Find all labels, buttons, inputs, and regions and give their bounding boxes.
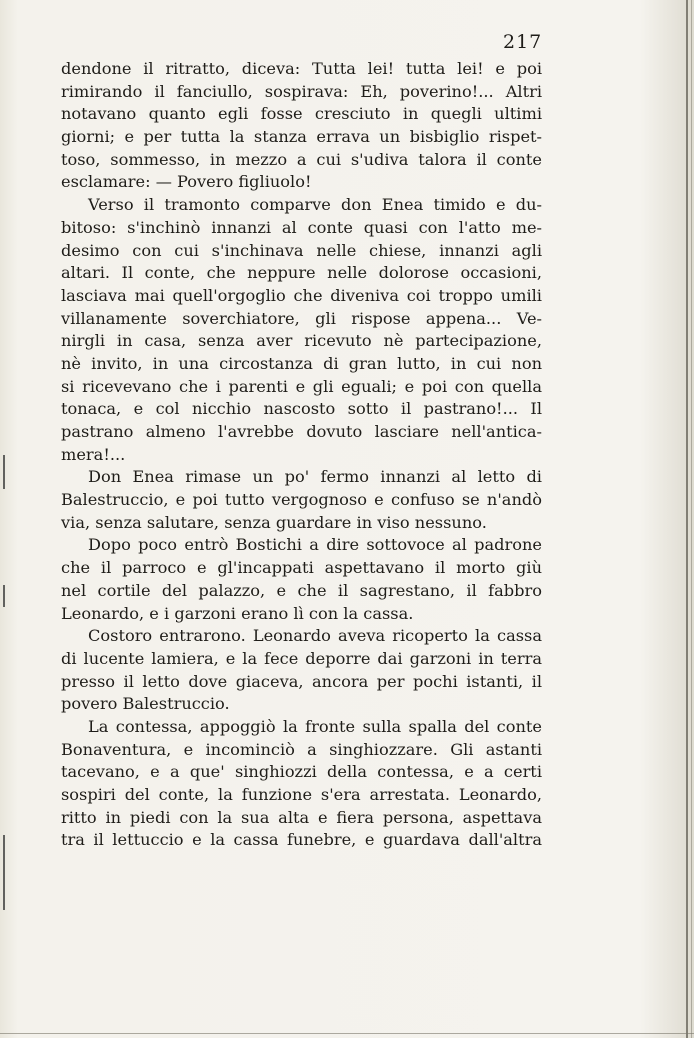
text-line: lasciava mai quell'orgoglio che diveniva coi troppo umili — [61, 285, 542, 305]
text-line: mera!... — [61, 444, 126, 464]
text-line: desimo con cui s'inchinava nelle chiese, innanzi agli — [61, 240, 542, 260]
text-line: rimirando il fanciullo, sospirava: Eh, poverino!... Altri — [61, 81, 542, 101]
text-line: tra il lettuccio e la cassa funebre, e guardava dall'altra — [61, 830, 542, 850]
text-line: nel cortile del palazzo, e che il sagrestano, il fabbro — [61, 580, 542, 600]
text-line: presso il letto dove giaceva, ancora per pochi istanti, il — [61, 671, 542, 691]
text-line: tonaca, e col nicchio nascosto sotto il pastrano!... Il — [61, 399, 542, 419]
text-line: si ricevevano che i parenti e gli eguali; e poi con quella — [61, 376, 542, 396]
page-edge-shadow — [686, 0, 688, 1038]
text-line: sospiri del conte, la funzione s'era arrestata. Leonardo, — [61, 785, 542, 804]
text-line: dendone il ritratto, diceva: Tutta lei! tutta lei! e poi — [61, 59, 542, 78]
text-line: Don Enea rimase un po' fermo innanzi al letto di — [88, 467, 542, 487]
text-line: Dopo poco entrò Bostichi a dire sottovoce al padrone — [88, 535, 542, 555]
text-line: tacevano, e a que' singhiozzi della contessa, e a certi — [61, 762, 542, 782]
text-line: La contessa, appoggiò la fronte sulla spalla del conte — [88, 716, 542, 736]
body-text — [61, 58, 542, 852]
text-line: nè invito, in una circostanza di gran lutto, in cui non — [61, 353, 542, 373]
text-line: Balestruccio, e poi tutto vergognoso e confuso se n'andò — [61, 490, 542, 510]
text-line: giorni; e per tutta la stanza errava un bisbiglio rispet- — [61, 127, 542, 147]
text-line: che il parroco e gl'incappati aspettavano il morto giù — [61, 558, 542, 578]
text-line: notavano quanto egli fosse cresciuto in quegli ultimi — [61, 104, 542, 124]
text-line: Bonaventura, e incominciò a singhiozzare. Gli astanti — [61, 739, 542, 759]
margin-mark — [3, 455, 5, 489]
text-line: ritto in piedi con la sua alta e fiera persona, aspettava — [61, 807, 542, 827]
text-line: esclamare: — Povero figliuolo! — [61, 172, 312, 192]
page-edge-line — [691, 0, 692, 1038]
text-line: nirgli in casa, senza aver ricevuto nè partecipazione, — [61, 331, 542, 351]
text-line: via, senza salutare, senza guardare in viso nessuno. — [61, 512, 487, 532]
margin-mark — [3, 835, 5, 910]
text-line: altari. Il conte, che neppure nelle dolorose occasioni, — [61, 263, 542, 283]
text-line: villanamente soverchiatore, gli rispose appena... Ve- — [61, 308, 542, 328]
margin-mark — [3, 585, 5, 607]
text-line: bitoso: s'inchinò innanzi al conte quasi con l'atto me- — [61, 217, 542, 237]
text-line: toso, sommesso, in mezzo a cui s'udiva talora il conte — [61, 149, 542, 169]
text-line: povero Balestruccio. — [61, 694, 230, 714]
text-line: di lucente lamiera, e la fece deporre dai garzoni in terra — [61, 648, 542, 668]
text-line: Verso il tramonto comparve don Enea timido e du- — [88, 195, 542, 215]
text-line: Leonardo, e i garzoni erano lì con la cassa. — [61, 603, 414, 623]
text-line: pastrano almeno l'avrebbe dovuto lasciare nell'antica- — [61, 422, 542, 441]
page-bottom-edge — [0, 1033, 694, 1034]
page-number: 217 — [503, 31, 543, 53]
text-line: Costoro entrarono. Leonardo aveva ricoperto la cassa — [88, 626, 542, 646]
